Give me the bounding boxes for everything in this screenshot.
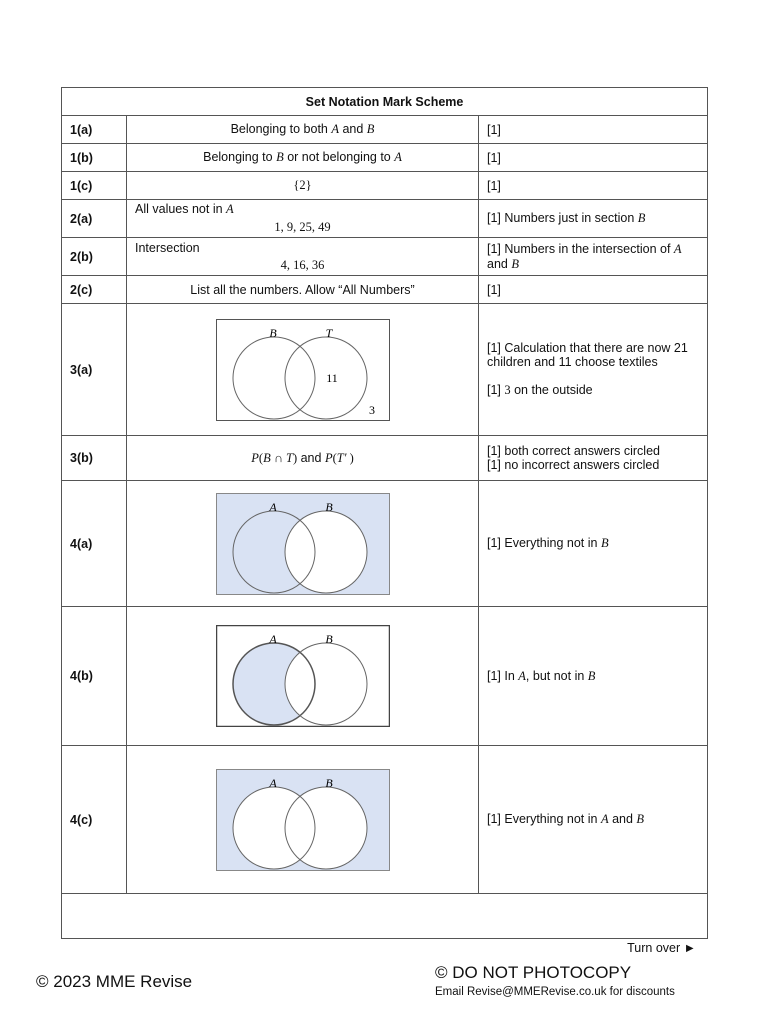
venn-diagram-neither bbox=[216, 769, 390, 871]
venn-diagram-a-only bbox=[216, 625, 390, 727]
table-title: Set Notation Mark Scheme bbox=[62, 88, 708, 116]
venn-label-left: A bbox=[268, 499, 277, 514]
question-label: 1(c) bbox=[62, 172, 127, 200]
venn-label-left: A bbox=[268, 775, 277, 790]
venn-label-right: T bbox=[325, 325, 332, 340]
table-row bbox=[62, 238, 708, 276]
mark-cell: [1] Numbers in the intersection of A and B bbox=[479, 238, 708, 276]
mark-cell: [1] In A, but not in B bbox=[479, 607, 708, 746]
question-label: 3(a) bbox=[62, 304, 127, 436]
mark-cell: [1] both correct answers circled [1] no incorrect answers circled bbox=[479, 436, 708, 481]
mark-cell: [1] Everything not in A and B bbox=[479, 746, 708, 894]
question-label: 4(c) bbox=[62, 746, 127, 894]
question-label: 2(b) bbox=[62, 238, 127, 276]
do-not-photocopy-text: © DO NOT PHOTOCOPY bbox=[435, 963, 632, 982]
mark-cell: [1] Everything not in B bbox=[479, 481, 708, 607]
table-row bbox=[62, 607, 708, 746]
question-label: 4(a) bbox=[62, 481, 127, 607]
empty-cell bbox=[62, 894, 708, 939]
answer-cell: Intersection 4, 16, 36 bbox=[127, 238, 479, 276]
venn-diagram-b-t bbox=[216, 319, 390, 421]
mark-cell: [1] bbox=[479, 116, 708, 144]
answer-cell: List all the numbers. Allow “All Numbers” bbox=[127, 276, 479, 304]
question-label: 1(a) bbox=[62, 116, 127, 144]
mark-cell: [1] bbox=[479, 276, 708, 304]
answer-cell bbox=[127, 481, 479, 607]
venn-label-right: B bbox=[324, 632, 333, 646]
mark-cell: [1] Calculation that there are now 21 children and 11 choose textiles [1] 3 on the outside bbox=[479, 304, 708, 436]
venn-value-intersection: 11 bbox=[325, 370, 338, 385]
question-label: 2(a) bbox=[62, 200, 127, 238]
table-row bbox=[62, 481, 708, 607]
table-row bbox=[62, 144, 708, 172]
table-row-empty bbox=[62, 894, 708, 939]
answer-cell: All values not in A 1, 9, 25, 49 bbox=[127, 200, 479, 238]
venn-universal-box bbox=[216, 319, 389, 420]
turn-over-text: Turn over ► bbox=[627, 941, 696, 955]
table-row bbox=[62, 746, 708, 894]
table-row bbox=[62, 172, 708, 200]
venn-label-left: B bbox=[268, 325, 277, 340]
answer-cell bbox=[127, 746, 479, 894]
mark-scheme-table bbox=[61, 87, 708, 939]
answer-cell bbox=[127, 607, 479, 746]
answer-cell: P(B ∩ T) and P(T′ ) bbox=[127, 436, 479, 481]
table-row bbox=[62, 200, 708, 238]
answer-cell bbox=[127, 304, 479, 436]
answer-cell: {2} bbox=[127, 172, 479, 200]
venn-value-outside: 3 bbox=[368, 402, 375, 417]
table-row bbox=[62, 436, 708, 481]
question-label: 2(c) bbox=[62, 276, 127, 304]
mark-cell: [1] bbox=[479, 172, 708, 200]
copyright-text: © 2023 MME Revise bbox=[36, 972, 193, 991]
venn-label-right: B bbox=[324, 499, 333, 514]
venn-label-left: A bbox=[268, 632, 277, 646]
question-label: 3(b) bbox=[62, 436, 127, 481]
question-label: 4(b) bbox=[62, 607, 127, 746]
mark-cell: [1] Numbers just in section B bbox=[479, 200, 708, 238]
venn-label-right: B bbox=[324, 775, 333, 790]
table-row bbox=[62, 304, 708, 436]
answer-cell: Belonging to both A and B bbox=[127, 116, 479, 144]
mark-cell: [1] bbox=[479, 144, 708, 172]
table-row bbox=[62, 276, 708, 304]
email-discount-text: Email Revise@MMERevise.co.uk for discounts bbox=[435, 986, 675, 998]
answer-cell: Belonging to B or not belonging to A bbox=[127, 144, 479, 172]
question-label: 1(b) bbox=[62, 144, 127, 172]
venn-diagram-not-b bbox=[216, 493, 390, 595]
table-row bbox=[62, 116, 708, 144]
